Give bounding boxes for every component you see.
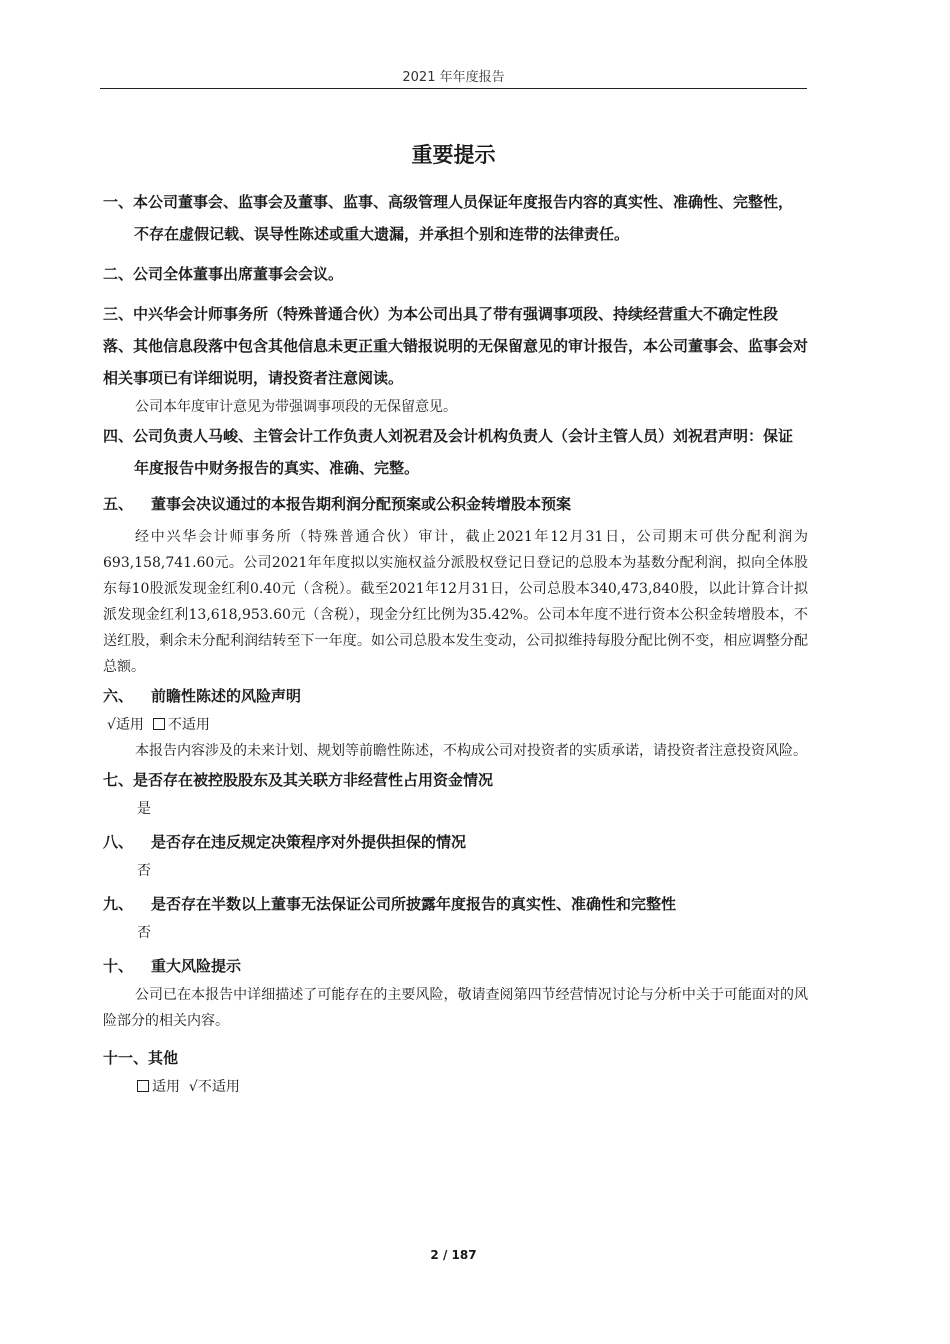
section-11-option-not-applicable: √不适用 — [188, 1079, 240, 1095]
checkbox-empty-icon — [137, 1080, 149, 1092]
section-2-number: 二、 — [103, 265, 134, 283]
section-6-option-applicable: √适用 — [107, 717, 144, 733]
checkbox-empty-icon — [153, 718, 165, 730]
section-11-options — [137, 1074, 808, 1100]
section-5 — [103, 488, 808, 520]
section-10-text: 重大风险提示 — [151, 957, 242, 975]
section-9-number: 九、 — [103, 895, 134, 913]
section-10 — [103, 950, 808, 982]
section-4-number: 四、 — [103, 427, 134, 445]
section-9-value: 否 — [137, 925, 151, 941]
section-2-text: 公司全体董事出席董事会会议。 — [133, 265, 344, 283]
section-6 — [103, 680, 808, 712]
section-7 — [103, 764, 808, 796]
section-1-number: 一、 — [103, 193, 134, 211]
section-6-text: 前瞻性陈述的风险声明 — [151, 687, 302, 705]
section-7-text: 是否存在被控股股东及其关联方非经营性占用资金情况 — [133, 771, 494, 789]
section-8-number: 八、 — [103, 833, 134, 851]
document-body — [103, 186, 808, 1100]
section-3-note: 公司本年度审计意见为带强调事项段的无保留意见。 — [135, 399, 457, 415]
section-8 — [103, 826, 808, 858]
section-1 — [103, 186, 808, 250]
section-10-number: 十、 — [103, 957, 134, 975]
section-10-body: 公司已在本报告中详细描述了可能存在的主要风险，敬请查阅第四节经营情况讨论与分析中关于可能面对的风险部分的相关内容。 — [103, 987, 808, 1029]
header-divider — [100, 88, 807, 89]
section-3 — [103, 298, 808, 394]
section-9 — [103, 888, 808, 920]
section-11-text: 其他 — [148, 1049, 179, 1067]
section-11-number: 十一、 — [103, 1049, 149, 1067]
section-3-number: 三、 — [103, 305, 134, 323]
section-8-value: 否 — [137, 863, 151, 879]
section-7-value: 是 — [137, 801, 151, 817]
section-5-number: 五、 — [103, 495, 134, 513]
section-2 — [103, 258, 808, 290]
section-11-option-applicable: 适用 — [152, 1079, 180, 1095]
section-6-number: 六、 — [103, 687, 134, 705]
section-7-number: 七、 — [103, 771, 134, 789]
section-6-options — [107, 712, 808, 738]
section-1-text: 本公司董事会、监事会及董事、监事、高级管理人员保证年度报告内容的真实性、准确性、完整性，不存在虚假记载、误导性陈述或重大遗漏，并承担个别和连带的法律责任。 — [133, 193, 794, 243]
section-4 — [103, 420, 808, 484]
page-number: 2 / 187 — [430, 1248, 477, 1262]
section-6-body: 本报告内容涉及的未来计划、规划等前瞻性陈述，不构成公司对投资者的实质承诺，请投资者注意投资风险。 — [135, 743, 807, 759]
section-9-text: 是否存在半数以上董事无法保证公司所披露年度报告的真实性、准确性和完整性 — [151, 895, 677, 913]
section-8-text: 是否存在违反规定决策程序对外提供担保的情况 — [151, 833, 467, 851]
section-6-option-not-applicable: 不适用 — [167, 717, 210, 733]
page-title: 重要提示 — [411, 143, 496, 167]
section-11 — [103, 1042, 808, 1074]
section-5-text: 董事会决议通过的本报告期利润分配预案或公积金转增股本预案 — [151, 495, 572, 513]
section-5-body: 经中兴华会计师事务所（特殊普通合伙）审计，截止2021年12月31日，公司期末可供分配利润为693,158,741.60元。公司2021年年度拟以实施权益分派股权登记日登记的总股本为基数分配利润，拟向全体股东每10股派发现金红利0.40元（含税）。截至2021年12月31日，公司总股本340,473,840股，以此计算合计拟派发现金红利13,618,953.60元（含税），现金分红比例为35.42%。公司本年度不进行资本公积金转增股本，不送红股，剩余未分配利润结转至下一年度。如公司总股本发生变动，公司拟维持每股分配比例不变，相应调整分配总额。 — [103, 529, 808, 675]
running-header: 2021 年年度报告 — [402, 70, 505, 85]
section-3-text: 中兴华会计师事务所（特殊普通合伙）为本公司出具了带有强调事项段、持续经营重大不确定性段落、其他信息段落中包含其他信息未更正重大错报说明的无保留意见的审计报告，本公司董事会、监事会对相关事项已有详细说明，请投资者注意阅读。 — [103, 305, 809, 387]
section-4-text: 公司负责人马峻、主管会计工作负责人刘祝君及会计机构负责人（会计主管人员）刘祝君声明：保证年度报告中财务报告的真实、准确、完整。 — [133, 427, 794, 477]
